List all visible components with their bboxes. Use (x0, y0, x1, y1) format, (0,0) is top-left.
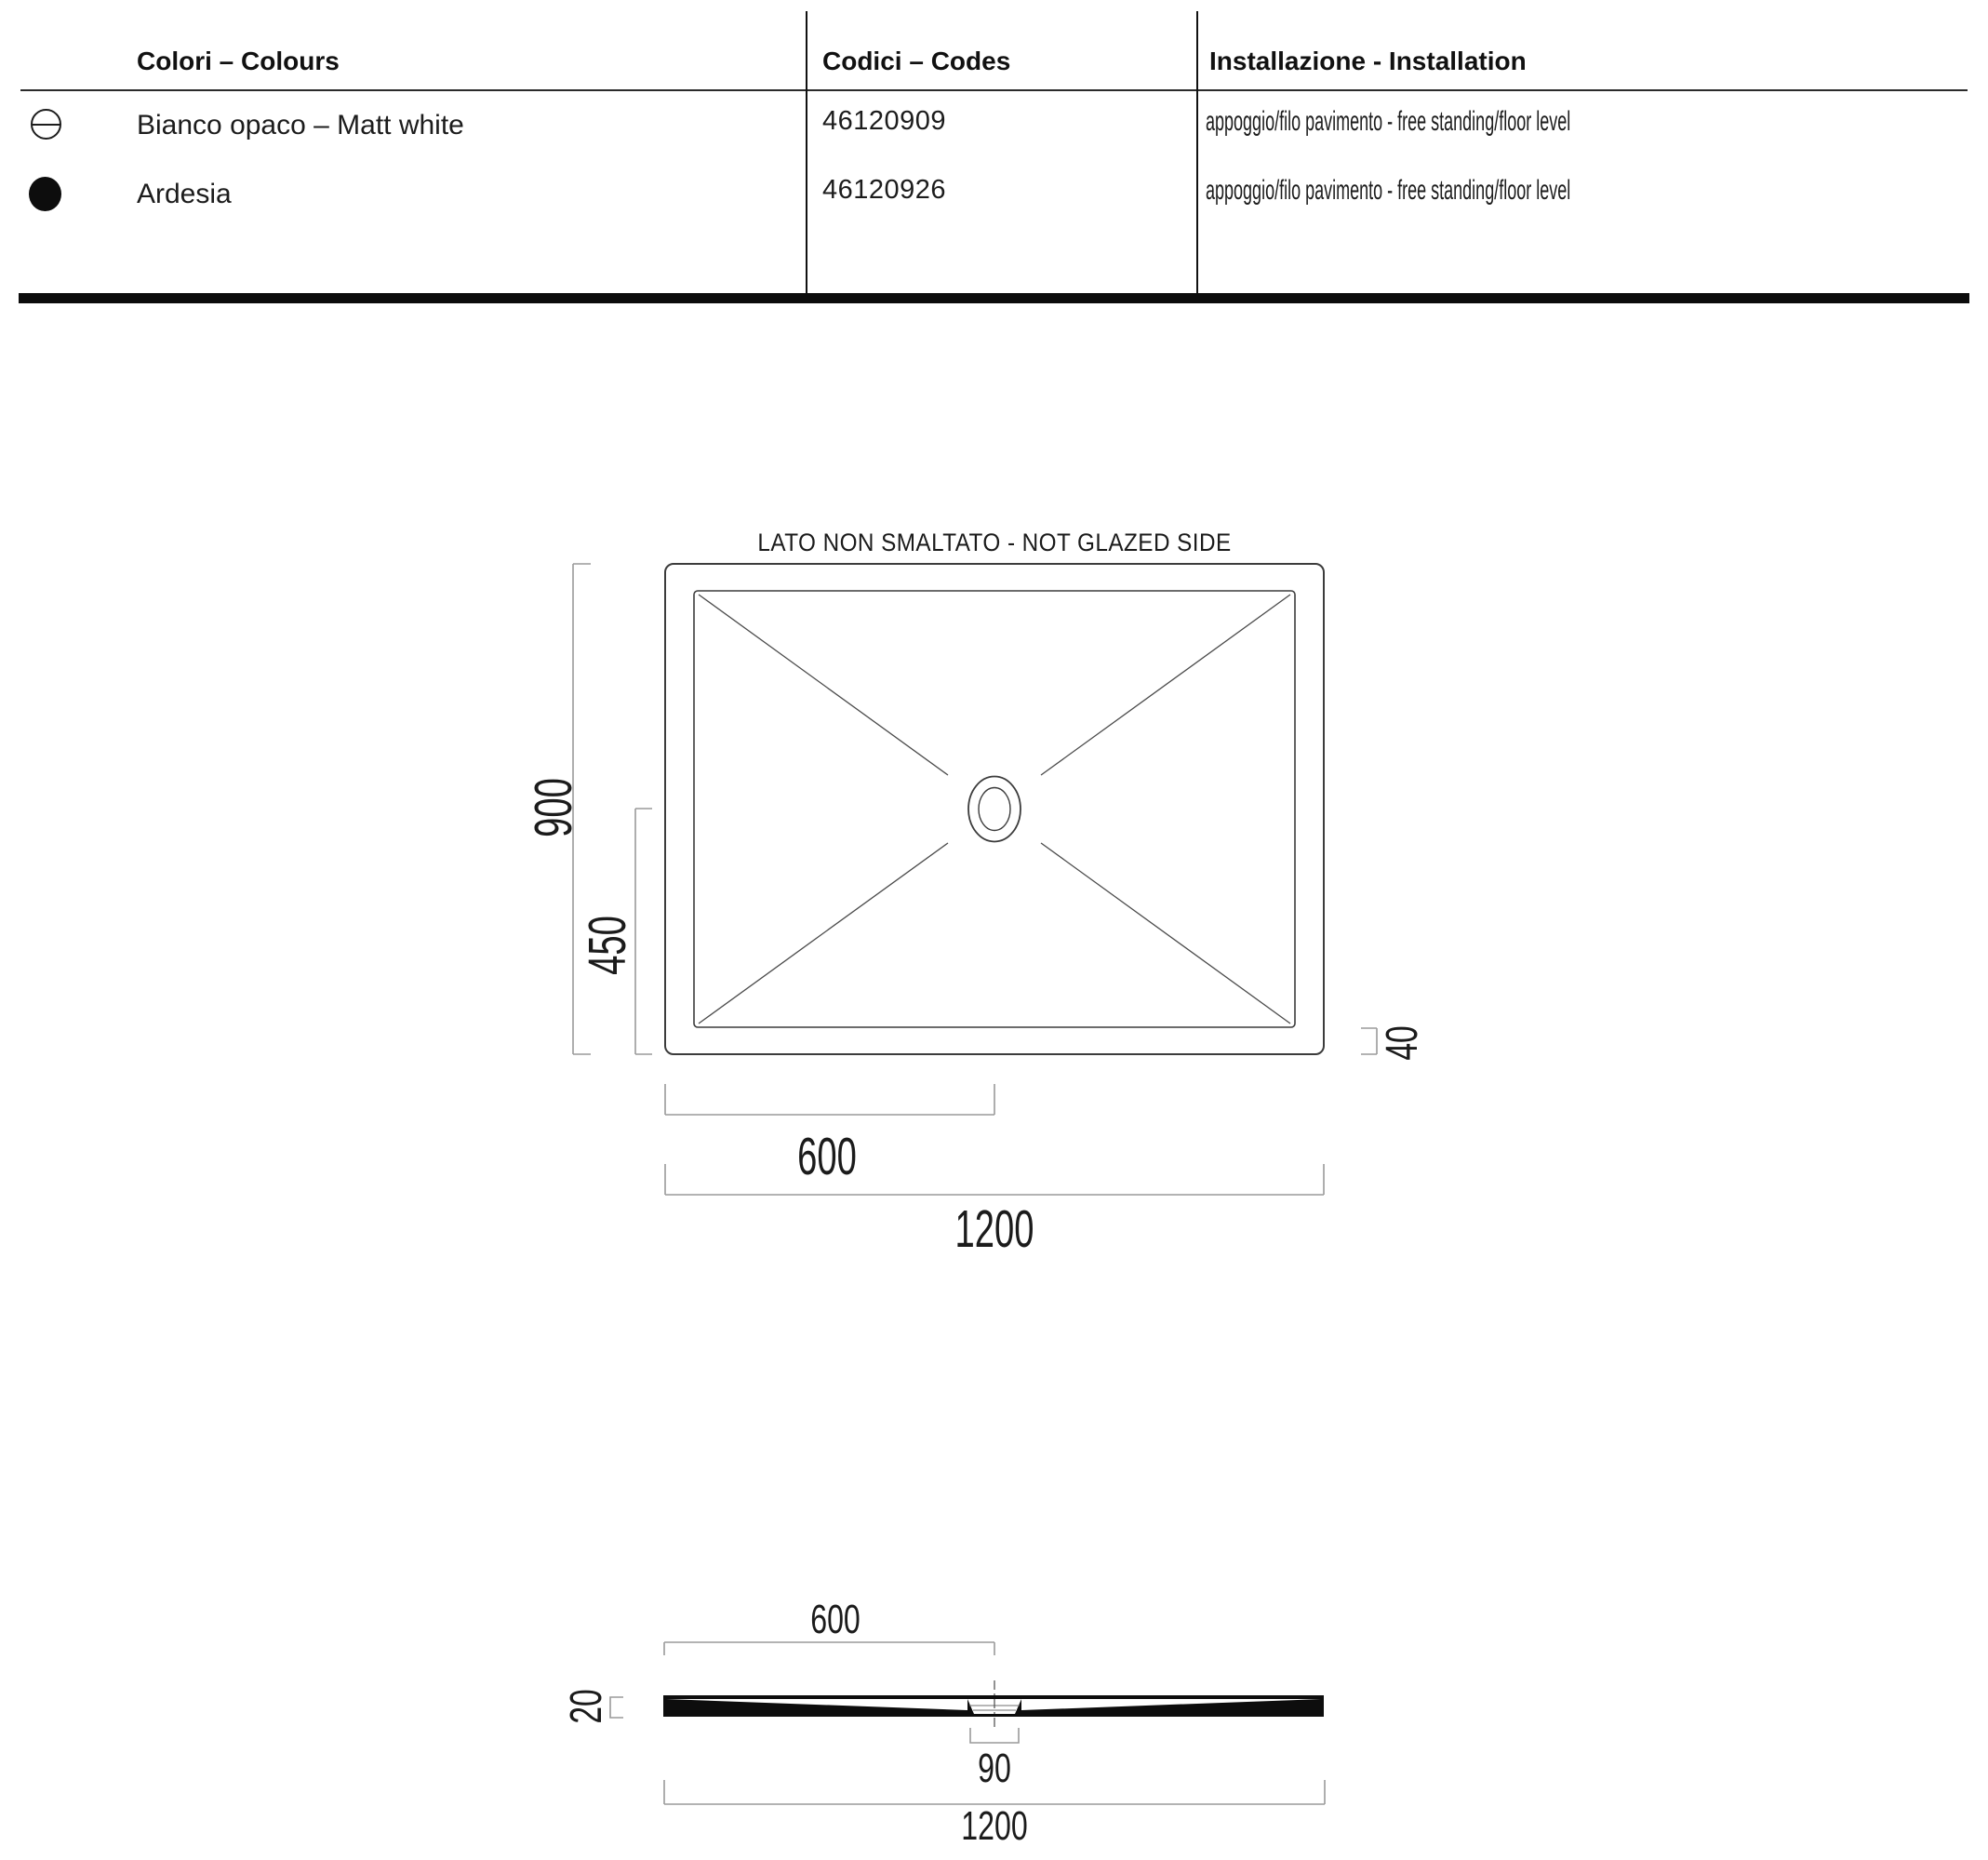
installation-matt-white: appoggio/filo pavimento - free standing/floor level (1206, 106, 1571, 137)
plan-rim-dimension-line (1361, 1028, 1377, 1054)
plan-width-dimension-line (665, 1164, 1324, 1195)
slope-diagonals (699, 595, 1290, 1024)
drain-inner-ring (979, 788, 1010, 831)
code-matt-white: 46120909 (822, 106, 947, 136)
diagonal-top-left (699, 595, 948, 775)
section-view (560, 1597, 1325, 1849)
section-half-width-dimension-line (664, 1642, 994, 1655)
not-glazed-side-label: LATO NON SMALTATO - NOT GLAZED SIDE (757, 529, 1232, 557)
column-header-installation: Installazione - Installation (1209, 47, 1527, 75)
plan-view (524, 529, 1426, 1259)
section-width-dimension-label: 1200 (961, 1803, 1028, 1850)
section-half-width-dimension-label: 600 (810, 1597, 861, 1643)
section-drain-width-bracket (970, 1728, 1019, 1743)
color-name-matt-white: Bianco opaco – Matt white (137, 110, 464, 141)
code-ardesia: 46120926 (822, 175, 947, 205)
installation-ardesia: appoggio/filo pavimento - free standing/floor level (1206, 175, 1571, 206)
diagonal-bottom-left (699, 843, 948, 1024)
color-name-ardesia: Ardesia (137, 179, 232, 209)
section-drain-width-dimension-label: 90 (978, 1746, 1011, 1792)
column-header-colours: Colori – Colours (137, 47, 340, 75)
plan-half-width-dimension-label: 600 (797, 1127, 857, 1186)
section-thickness-bracket (610, 1697, 623, 1718)
section-thickness-dimension-label: 20 (559, 1689, 611, 1724)
plan-half-height-dimension-label: 450 (578, 916, 637, 975)
plan-half-width-dimension-line (665, 1084, 994, 1115)
tray-outer-outline (665, 564, 1324, 1054)
plan-half-height-dimension-line (635, 809, 652, 1054)
diagonal-bottom-right (1041, 843, 1290, 1024)
diagonal-top-right (1041, 595, 1290, 775)
drain-circle (968, 777, 1021, 842)
section-dimension-lines (610, 1642, 1325, 1804)
plan-rim-dimension-label: 40 (1375, 1025, 1427, 1061)
column-header-codes: Codici – Codes (822, 47, 1011, 75)
drain-outer-ring (968, 777, 1021, 842)
plan-width-dimension-label: 1200 (954, 1199, 1034, 1259)
plan-height-dimension-label: 900 (524, 778, 583, 837)
